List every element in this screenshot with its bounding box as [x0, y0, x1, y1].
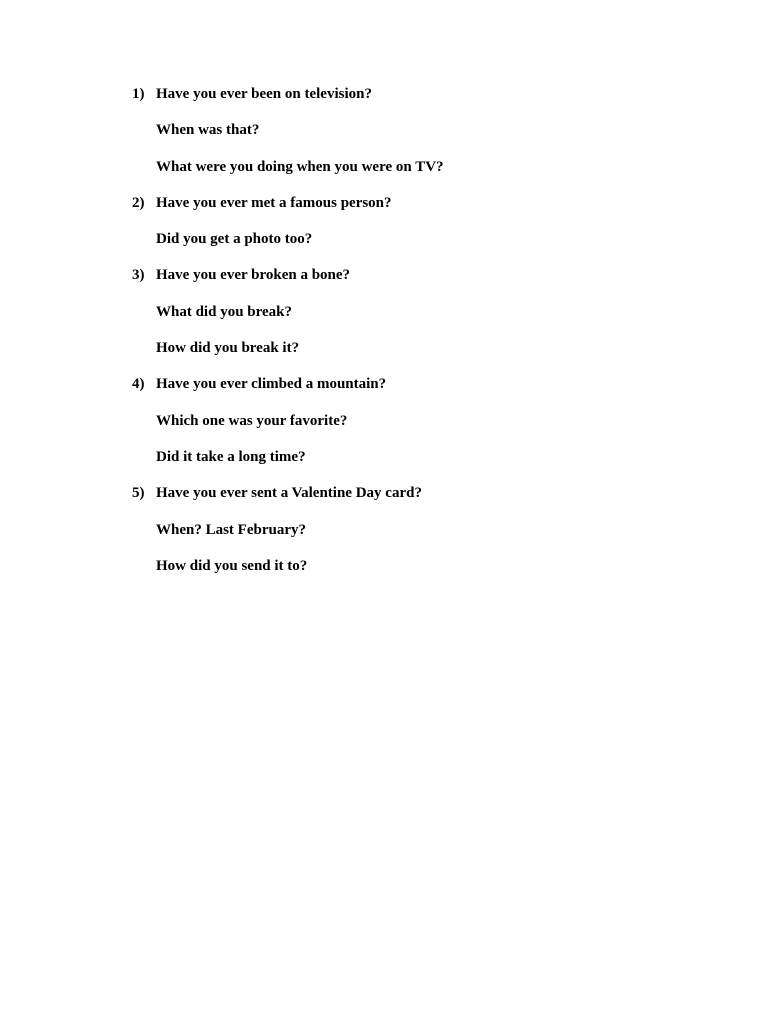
question-number: 3) [132, 267, 145, 284]
followup-line [132, 303, 692, 321]
followup-text: Which one was your favorite? [156, 412, 348, 429]
followup-line [132, 230, 692, 248]
question-line [132, 484, 692, 502]
followup-line [132, 158, 692, 176]
question-number: 4) [132, 376, 145, 393]
followup-line [132, 412, 692, 430]
question-number: 1) [132, 86, 145, 102]
followup-line [132, 121, 692, 139]
question-text: Have you ever broken a bone? [156, 267, 351, 284]
followup-line [132, 448, 692, 466]
question-line [132, 266, 692, 284]
followup-line [132, 521, 692, 539]
followup-text: What did you break? [156, 303, 293, 320]
question-text: Have you ever climbed a mountain? [156, 376, 387, 393]
question-text: Have you ever sent a Valentine Day card? [156, 485, 422, 502]
question-line [132, 194, 692, 212]
question-text: Have you ever met a famous person? [156, 194, 392, 211]
followup-text: How did you send it to? [156, 557, 308, 574]
question-number: 2) [132, 194, 145, 211]
followup-text: Did it take a long time? [156, 448, 306, 465]
question-line [132, 85, 692, 103]
question-line [132, 375, 692, 393]
followup-text: How did you break it? [156, 340, 300, 357]
question-number: 5) [132, 485, 145, 502]
question-item [132, 85, 692, 176]
followup-text: Did you get a photo too? [156, 231, 313, 248]
question-item [132, 375, 692, 466]
question-list [132, 85, 692, 593]
question-item [132, 484, 692, 575]
followup-line [132, 339, 692, 357]
followup-text: What were you doing when you were on TV? [156, 158, 444, 175]
question-item [132, 266, 692, 357]
followup-text: When was that? [156, 122, 260, 139]
followup-text: When? Last February? [156, 521, 306, 538]
question-item [132, 194, 692, 248]
question-text: Have you ever been on television? [156, 86, 372, 102]
followup-line [132, 557, 692, 575]
